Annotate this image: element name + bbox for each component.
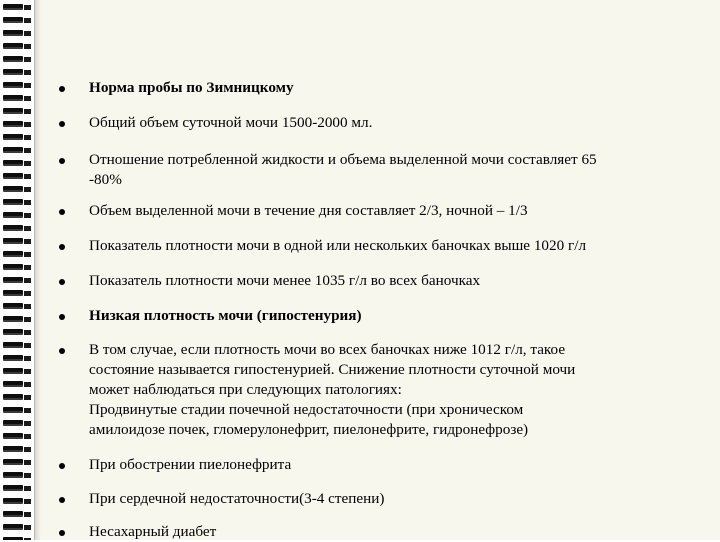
spiral-ring xyxy=(3,485,31,491)
bullet-dot-icon xyxy=(59,209,65,215)
spiral-ring xyxy=(3,82,31,88)
spiral-ring xyxy=(3,342,31,348)
list-item-text: Показатель плотности мочи в одной или нескольких баночках выше 1020 г/л xyxy=(89,237,587,254)
spiral-ring xyxy=(3,43,31,49)
bullet-dot-icon xyxy=(59,121,65,127)
spiral-binding xyxy=(0,0,34,540)
list-item-text: При сердечной недостаточности(3-4 степени) xyxy=(89,490,385,507)
spiral-ring xyxy=(3,225,31,231)
spiral-ring xyxy=(3,17,31,23)
spiral-ring xyxy=(3,264,31,270)
spiral-ring xyxy=(3,446,31,452)
spiral-ring xyxy=(3,56,31,62)
spiral-ring xyxy=(3,147,31,153)
spiral-ring xyxy=(3,134,31,140)
spiral-ring xyxy=(3,459,31,465)
spiral-ring xyxy=(3,472,31,478)
bullet-dot-icon xyxy=(59,158,65,164)
list-item-text: Показатель плотности мочи менее 1035 г/л во всех баночках xyxy=(89,272,481,289)
spiral-ring xyxy=(3,238,31,244)
spiral-ring xyxy=(3,251,31,257)
spiral-ring xyxy=(3,329,31,335)
spiral-ring xyxy=(3,277,31,283)
spiral-ring xyxy=(3,368,31,374)
spiral-ring xyxy=(3,121,31,127)
spiral-ring xyxy=(3,394,31,400)
bullet-dot-icon xyxy=(59,244,65,250)
list-item-text: В том случае, если плотность мочи во всех баночках ниже 1012 г/л, такое состояние называется гипостенурией. Снижение плотности суточной мочи может наблюдаться при следующих патологиях: Продвинутые стадии почечной недостаточности (при хроническом амилоидозе почек, гломерулонефрит, пиелонефрите, гидронефрозе) xyxy=(89,341,576,438)
spiral-ring xyxy=(3,30,31,36)
notebook-page xyxy=(34,0,720,540)
spiral-ring xyxy=(3,511,31,517)
spiral-ring xyxy=(3,199,31,205)
spiral-rings xyxy=(0,0,34,540)
spiral-ring xyxy=(3,212,31,218)
list-item-heading: Низкая плотность мочи (гипостенурия) xyxy=(89,307,362,324)
bullet-dot-icon xyxy=(59,530,65,536)
spiral-ring xyxy=(3,160,31,166)
bullet-dot-icon xyxy=(59,279,65,285)
list-item-text: При обострении пиелонефрита xyxy=(89,456,292,473)
list-item-heading: Норма пробы по Зимницкому xyxy=(89,79,294,96)
spiral-ring xyxy=(3,186,31,192)
spiral-ring xyxy=(3,108,31,114)
spiral-ring xyxy=(3,303,31,309)
spiral-ring xyxy=(3,524,31,530)
list-item-text: Отношение потребленной жидкости и объема выделенной мочи составляет 65 -80% xyxy=(89,151,597,188)
spiral-ring xyxy=(3,498,31,504)
spiral-ring xyxy=(3,95,31,101)
spiral-ring xyxy=(3,407,31,413)
spiral-ring xyxy=(3,69,31,75)
spiral-ring xyxy=(3,355,31,361)
spiral-ring xyxy=(3,420,31,426)
spiral-ring xyxy=(3,173,31,179)
list-item-text: Общий объем суточной мочи 1500-2000 мл. xyxy=(89,114,373,131)
spiral-ring xyxy=(3,381,31,387)
list-item-text: Объем выделенной мочи в течение дня составляет 2/3, ночной – 1/3 xyxy=(89,202,528,219)
spiral-ring xyxy=(3,316,31,322)
spiral-ring xyxy=(3,433,31,439)
spiral-ring xyxy=(3,4,31,10)
bullet-dot-icon xyxy=(59,314,65,320)
spiral-ring xyxy=(3,290,31,296)
bullet-dot-icon xyxy=(59,86,65,92)
bullet-dot-icon xyxy=(59,463,65,469)
list-item-text: Несахарный диабет xyxy=(89,523,217,540)
bullet-dot-icon xyxy=(59,497,65,503)
bullet-dot-icon xyxy=(59,348,65,354)
